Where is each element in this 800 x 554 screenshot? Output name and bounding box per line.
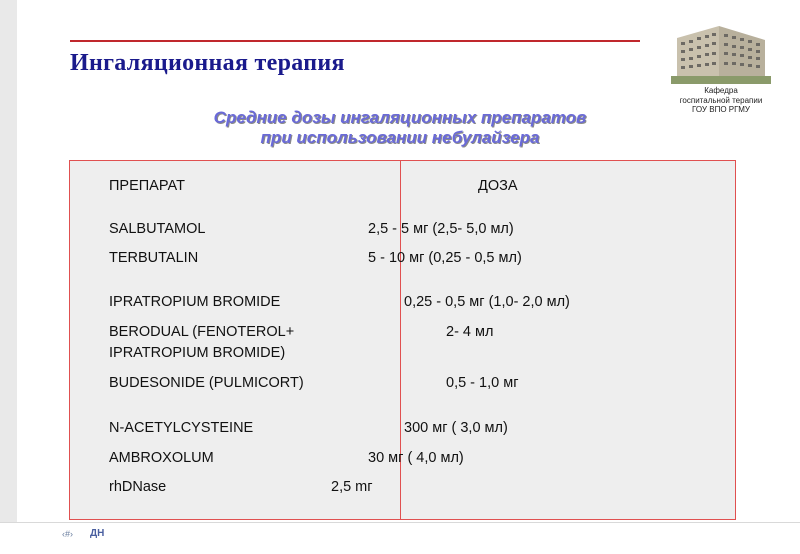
drug-name: BUDESONIDE (PULMICORT) [109, 375, 304, 391]
drug-dose: 2,5 - 5 мг (2,5- 5,0 мл) [368, 221, 514, 237]
drug-dose: 2- 4 мл [446, 324, 494, 340]
slide-title: Ингаляционная терапия [70, 50, 345, 76]
university-building-logo-icon [671, 22, 771, 84]
table-column-divider [400, 160, 401, 520]
drug-dose: 30 мг ( 4,0 мл) [368, 450, 464, 466]
logo-caption-line: ГОУ ВПО РГМУ [692, 105, 750, 114]
logo-caption [666, 86, 776, 115]
left-margin-bar [0, 0, 17, 522]
logo-caption-line: госпитальной терапии [679, 95, 763, 105]
drug-name: SALBUTAMOL [109, 221, 206, 237]
slide-number-placeholder: ‹#› [62, 529, 73, 539]
drug-name-continued: IPRATROPIUM BROMIDE) [109, 345, 286, 361]
logo-caption-line: Кафедра [704, 86, 738, 95]
drug-dose: 2,5 mг [331, 479, 373, 495]
drug-dose: 300 мг ( 3,0 мл) [404, 420, 508, 436]
drug-name: N-ACETYLCYSTEINE [109, 420, 254, 436]
header-drug: ПРЕПАРАТ [109, 178, 185, 194]
drug-name: BERODUAL (FENOTEROL+ [109, 324, 295, 340]
title-rule [70, 40, 640, 42]
drug-name: AMBROXOLUM [109, 450, 214, 466]
subtitle-line-1: Средние дозы ингаляционных препаратов [213, 108, 587, 127]
drug-name: TERBUTALIN [109, 250, 199, 266]
drug-name: IPRATROPIUM BROMIDE [109, 294, 281, 310]
subtitle-line-2: при использовании небулайзера [260, 128, 540, 147]
department-logo [666, 22, 776, 118]
slide-subtitle [120, 108, 680, 148]
drug-dose: 0,5 - 1,0 мг [446, 375, 519, 391]
header-dose: ДОЗА [478, 178, 518, 194]
drug-name: rhDNase [109, 479, 167, 495]
bottom-rule [0, 522, 800, 523]
drug-dose: 0,25 - 0,5 мг (1,0- 2,0 мл) [404, 294, 570, 310]
drug-dose: 5 - 10 мг (0,25 - 0,5 мл) [368, 250, 522, 266]
dosage-table [69, 160, 736, 520]
footer-initials: ДН [90, 528, 105, 539]
